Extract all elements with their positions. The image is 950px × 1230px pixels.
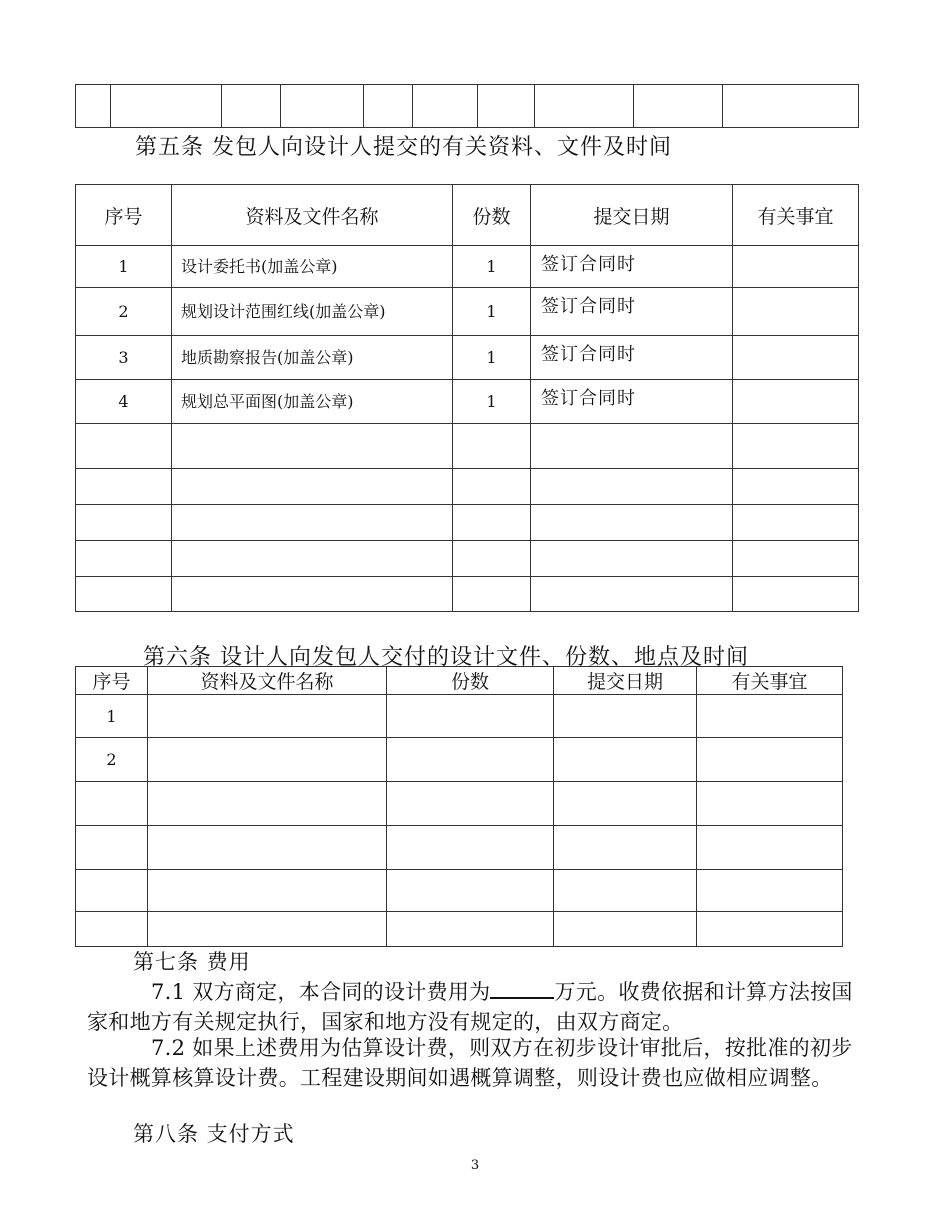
row-number: 2 — [76, 288, 172, 336]
table-row — [76, 380, 859, 424]
column-header: 提交日期 — [554, 667, 697, 695]
row-number: 4 — [76, 380, 172, 424]
row-number: 2 — [76, 738, 148, 782]
copies: 1 — [453, 246, 531, 288]
submit-date: 签订合同时 — [531, 380, 733, 424]
copies: 1 — [453, 336, 531, 380]
table-row — [76, 336, 859, 380]
table-row — [76, 870, 843, 912]
submit-date: 签订合同时 — [531, 246, 733, 288]
clause-7-2: 7.2 如果上述费用为估算设计费，则双方在初步设计审批后，按批准的初步设计概算核算设计费。工程建设期间如遇概算调整，则设计费也应做相应调整。 — [87, 1036, 853, 1090]
page-number: 3 — [470, 1158, 480, 1173]
column-header: 份数 — [453, 185, 531, 246]
document-name: 地质勘察报告(加盖公章) — [172, 336, 453, 380]
table-row — [76, 288, 859, 336]
section6-heading: 第六条 设计人向发包人交付的设计文件、份数、地点及时间 — [143, 645, 749, 670]
continued-table — [75, 84, 859, 128]
column-header: 序号 — [76, 667, 148, 695]
table-row — [76, 695, 843, 738]
table-row — [76, 912, 843, 947]
table-row — [76, 541, 859, 577]
table-row — [76, 577, 859, 612]
section5-heading: 第五条 发包人向设计人提交的有关资料、文件及时间 — [135, 135, 672, 160]
document-name: 设计委托书(加盖公章) — [172, 246, 453, 288]
row-number: 3 — [76, 336, 172, 380]
row-number: 1 — [76, 695, 148, 738]
notes-cell — [733, 336, 859, 380]
table-header-row — [76, 185, 859, 246]
column-header: 提交日期 — [531, 185, 733, 246]
section7-heading: 第七条 费用 — [133, 950, 251, 974]
clause-7-1-text-after: 万元。收费依据和计算方法按国家和地方有关规定执行，国家和地方没有规定的，由双方商定。 — [87, 980, 853, 1034]
table-row — [76, 469, 859, 505]
submit-date: 签订合同时 — [531, 336, 733, 380]
notes-cell — [733, 380, 859, 424]
fee-amount-blank[interactable] — [490, 975, 554, 999]
table-header-row — [76, 667, 843, 695]
notes-cell — [733, 246, 859, 288]
column-header: 资料及文件名称 — [148, 667, 387, 695]
copies: 1 — [453, 288, 531, 336]
clause-7-1-text-before: 7.1 双方商定，本合同的设计费用为 — [151, 980, 491, 1004]
section8-heading: 第八条 支付方式 — [133, 1122, 295, 1146]
clause-7-1 — [87, 975, 867, 1037]
column-header: 份数 — [387, 667, 554, 695]
copies: 1 — [453, 380, 531, 424]
column-header: 有关事宜 — [733, 185, 859, 246]
row-number: 1 — [76, 246, 172, 288]
table-row — [76, 782, 843, 826]
column-header: 有关事宜 — [697, 667, 843, 695]
table-row — [76, 738, 843, 782]
submit-date: 签订合同时 — [531, 288, 733, 336]
table-row — [76, 424, 859, 469]
document-name: 规划总平面图(加盖公章) — [172, 380, 453, 424]
notes-cell — [733, 288, 859, 336]
section5-table — [75, 184, 859, 612]
table-row — [76, 826, 843, 870]
document-name: 规划设计范围红线(加盖公章) — [172, 288, 453, 336]
table-row — [76, 85, 859, 128]
column-header: 序号 — [76, 185, 172, 246]
section6-table — [75, 666, 843, 947]
table-row — [76, 505, 859, 541]
table-row — [76, 246, 859, 288]
column-header: 资料及文件名称 — [172, 185, 453, 246]
